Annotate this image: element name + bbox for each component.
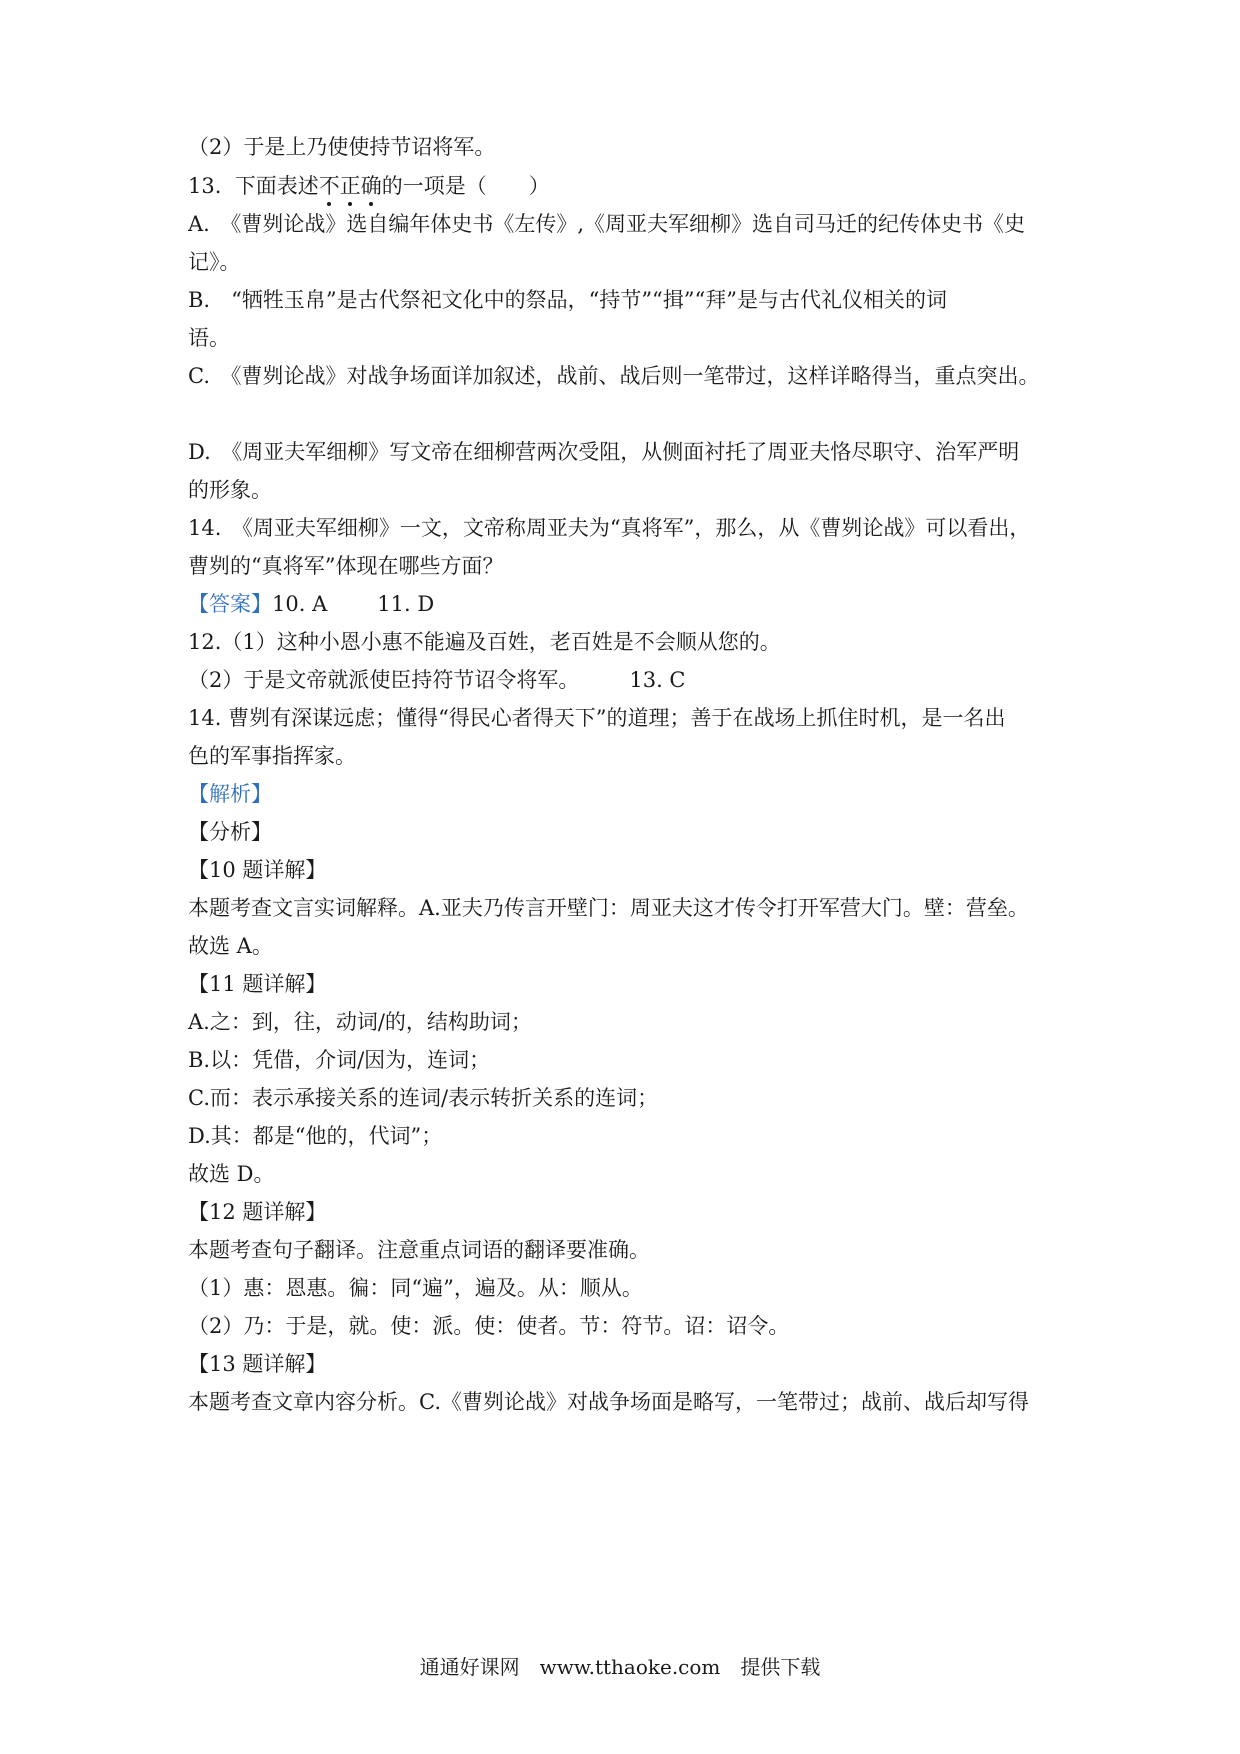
option-d-line-2: 的形象。 [188,478,272,502]
detail-13-heading: 【13 题详解】 [188,1352,327,1376]
detail-12-line-3: （2）乃：于是，就。使：派。使：使者。节：符节。诏：诏令。 [188,1314,790,1338]
analysis-tag: 【解析】 [188,782,272,806]
emphasis-char: 确 [361,171,382,201]
question-text: 下面表述 [234,174,319,198]
question-14-line-1: 14. 《周亚夫军细柳》一文，文帝称周亚夫为“真将军”，那么，从《曹刿论战》可以看出， [188,516,1031,540]
analysis-header: 【分析】 [188,820,272,844]
option-c: C. 《曹刿论战》对战争场面详加叙述，战前、战后则一笔带过，这样详略得当，重点突出。 [188,364,1040,388]
page-footer: 通通好课网 www.tthaoke.com 提供下载 [419,1655,821,1679]
detail-10-heading: 【10 题详解】 [188,858,327,882]
option-a-line-1: A. 《曹刿论战》选自编年体史书《左传》,《周亚夫军细柳》选自司马迁的纪传体史书《史 [188,212,1026,236]
option-a-line-2: 记》。 [188,250,241,274]
answer-13: 13. C [629,668,686,692]
answer-row [188,589,434,619]
answer-12-line-1: 12.（1）这种小恩小惠不能遍及百姓，老百姓是不会顺从您的。 [188,630,781,654]
question-text: 的一项是（ ） [381,174,550,198]
option-d-line-1: D. 《周亚夫军细柳》写文帝在细柳营两次受阻，从侧面衬托了周亚夫恪尽职守、治军严明 [188,440,1020,464]
answer-tag: 【答案】 [188,592,272,616]
answer-10: 10. A [272,592,328,616]
answer-11: 11. D [377,592,435,616]
answer-14-line-1: 14. 曹刿有深谋远虑；懂得“得民心者得天下”的道理；善于在战场上抓住时机，是一名出 [188,706,1006,730]
detail-12-line-1: 本题考查句子翻译。注意重点词语的翻译要准确。 [188,1238,650,1262]
detail-11-c: C.而：表示承接关系的连词/表示转折关系的连词； [188,1086,659,1110]
question-number: 13. [188,174,222,198]
emphasis-char: 不 [319,171,340,201]
emphasis-char: 正 [340,171,361,201]
detail-11-b: B.以：凭借，介词/因为，连词； [188,1048,491,1072]
detail-12-heading: 【12 题详解】 [188,1200,327,1224]
detail-13-line-1: 本题考查文章内容分析。C.《曹刿论战》对战争场面是略写，一笔带过；战前、战后却写得 [188,1390,1029,1414]
answer-14-line-2: 色的军事指挥家。 [188,744,356,768]
detail-11-select: 故选 D。 [188,1162,275,1186]
detail-11-heading: 【11 题详解】 [188,972,327,996]
question-14-line-2: 曹刿的“真将军”体现在哪些方面？ [188,554,504,578]
detail-12-line-2: （1）惠：恩惠。徧：同“遍”，遍及。从：顺从。 [188,1276,643,1300]
detail-11-d: D.其：都是“他的，代词”； [188,1124,443,1148]
question-12-part-2: （2）于是上乃使使持节诏将军。 [188,135,496,159]
detail-10-line-2: 故选 A。 [188,934,273,958]
detail-10-line-1: 本题考查文言实词解释。A.亚夫乃传言开壁门：周亚夫这才传令打开军营大门。壁：营垒。 [188,896,1029,920]
option-b-line-2: 语。 [188,326,230,350]
answer-12-row [188,665,686,695]
question-13 [188,171,550,201]
answer-12-line-2: （2）于是文帝就派使臣持符节诏令将军。 [188,668,580,692]
detail-11-a: A.之：到，往，动词/的，结构助词； [188,1010,532,1034]
option-b-line-1: B. “牺牲玉帛”是古代祭祀文化中的祭品，“持节”“揖”“拜”是与古代礼仪相关的词 [188,288,947,312]
